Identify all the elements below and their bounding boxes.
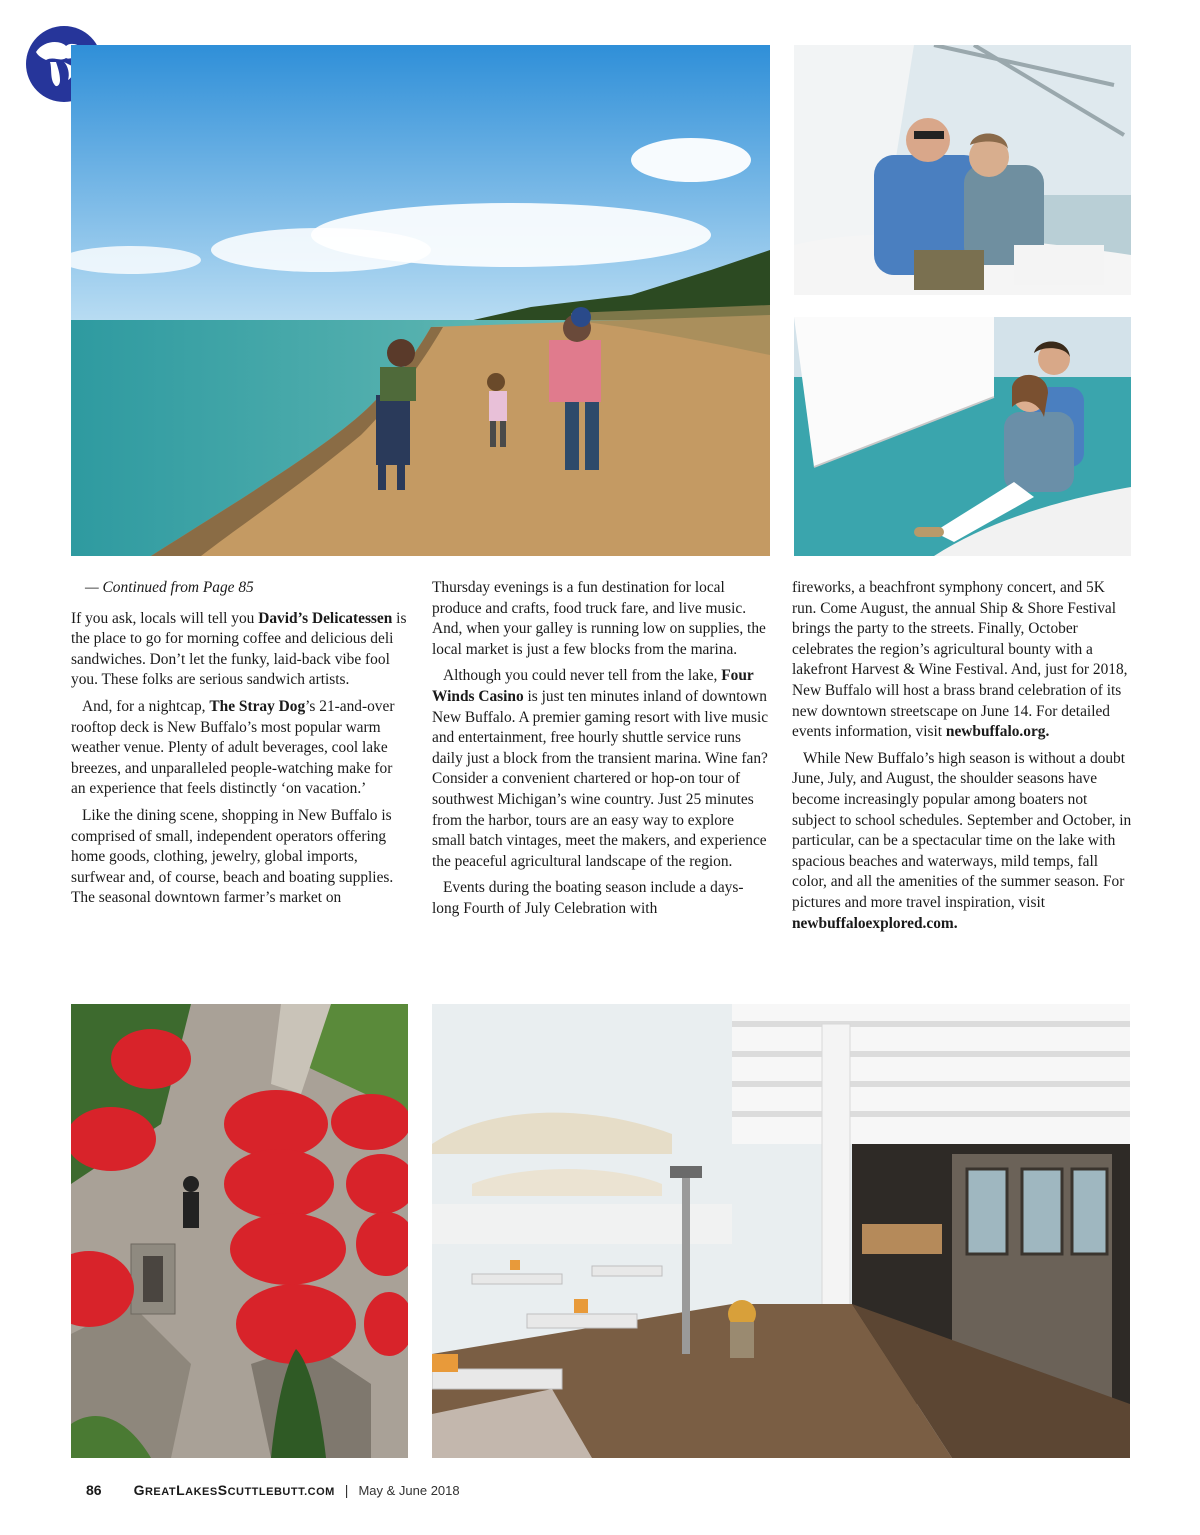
continued-from-note: — Continued from Page 85 xyxy=(85,579,254,596)
couple-sailboat-photo xyxy=(794,45,1131,295)
article-paragraph xyxy=(71,806,407,909)
text-run: fireworks, a beachfront symphony concert, and 5K run. Come August, the annual Ship & Shore Festival brings the party to the streets. Finally, October celebrates the region’s agricultural bounty with a lakefront Harvest & Wine Festival. And, just for 2018, New Buffalo will host a brass brand celebration of its new downtown streetscape on June 14. For detailed events information, visit xyxy=(792,579,1128,741)
website-text-run: AKES xyxy=(185,1486,218,1498)
restaurant-deck-photo xyxy=(432,1004,1130,1458)
text-run: Thursday evenings is a fun destination for local produce and crafts, food truck fare, and live music. And, when your galley is running low on supplies, the local market is just a few blocks from the marina. xyxy=(432,579,766,658)
couple-sailing-photo xyxy=(794,317,1131,556)
text-run: While New Buffalo’s high season is without a doubt June, July, and August, the shoulder seasons have become increasingly popular among boaters not subject to school schedules. September and October, in particular, can be a spectacular time on the lake with spacious beaches and waterways, mild temps, fall color, and all the amenities of the summer season. For pictures and more travel inspiration, visit xyxy=(792,749,1132,911)
page-number: 86 xyxy=(86,1482,102,1498)
article-paragraph xyxy=(432,578,770,660)
text-run: And, for a nightcap, xyxy=(82,697,210,715)
text-column-3 xyxy=(792,578,1132,934)
bold-highlight: The Stray Dog xyxy=(209,697,306,715)
website-text-run: G xyxy=(133,1482,145,1498)
article-paragraph xyxy=(792,578,1132,743)
article-paragraph xyxy=(71,697,407,800)
red-umbrellas-patio-photo xyxy=(71,1004,408,1458)
article-paragraph xyxy=(432,666,770,872)
article-paragraph xyxy=(71,609,407,691)
website-text-run: REAT xyxy=(144,1486,177,1498)
article-paragraph xyxy=(792,749,1132,934)
bold-highlight: David’s Delicatessen xyxy=(258,609,393,627)
page-footer xyxy=(86,1478,460,1502)
bold-highlight: newbuffalo.org. xyxy=(945,723,1050,741)
text-run: Like the dining scene, shopping in New Buffalo is comprised of small, independent operators offering home goods, clothing, jewelry, global imports, surfwear and, of course, beach and boating supplies. The seasonal downtown farmer’s market on xyxy=(71,806,394,907)
text-run: is just ten minutes inland of downtown New Buffalo. A premier gaming resort with live music and entertainment, free hourly shuttle service runs daily just a block from the transient marina. Wine fan? Consider a convenient chartered or hop-on tour of southwest Michigan’s wine country. Just 25 minutes from the harbor, tours are an easy way to explore small batch vintages, meet the makers, and experience the peaceful agricultural landscape of the region. xyxy=(432,687,769,870)
footer-separator: | xyxy=(344,1482,349,1498)
website-text-run: L xyxy=(176,1482,186,1498)
website-text-run: CUTTLEBUTT.COM xyxy=(227,1486,335,1498)
bold-highlight: newbuffaloexplored.com. xyxy=(792,914,958,932)
bold-highlight: Four Winds Casino xyxy=(432,667,754,705)
text-run: Although you could never tell from the lake, xyxy=(443,667,722,685)
article-paragraph xyxy=(432,878,770,919)
text-run: If you ask, locals will tell you xyxy=(71,609,259,627)
text-column-1 xyxy=(71,578,407,909)
magazine-website xyxy=(134,1482,335,1498)
website-text-run: S xyxy=(217,1482,228,1498)
text-run: ’s 21-and-over rooftop deck is New Buffalo’s most popular warm weather venue. Plenty of adult beverages, cool lake breezes, and unparalleled people-watching make for an experience that feels distinctly ‘on vacation.’ xyxy=(71,697,395,798)
text-run: Events during the boating season include a days-long Fourth of July Celebration with xyxy=(432,879,744,917)
text-run: is the place to go for morning coffee and delicious deli sandwiches. Don’t let the funky, laid-back vibe fool you. These folks are serious sandwich artists. xyxy=(71,609,407,689)
issue-date: May & June 2018 xyxy=(358,1482,460,1498)
beach-family-photo xyxy=(71,45,770,556)
text-column-2 xyxy=(432,578,770,920)
